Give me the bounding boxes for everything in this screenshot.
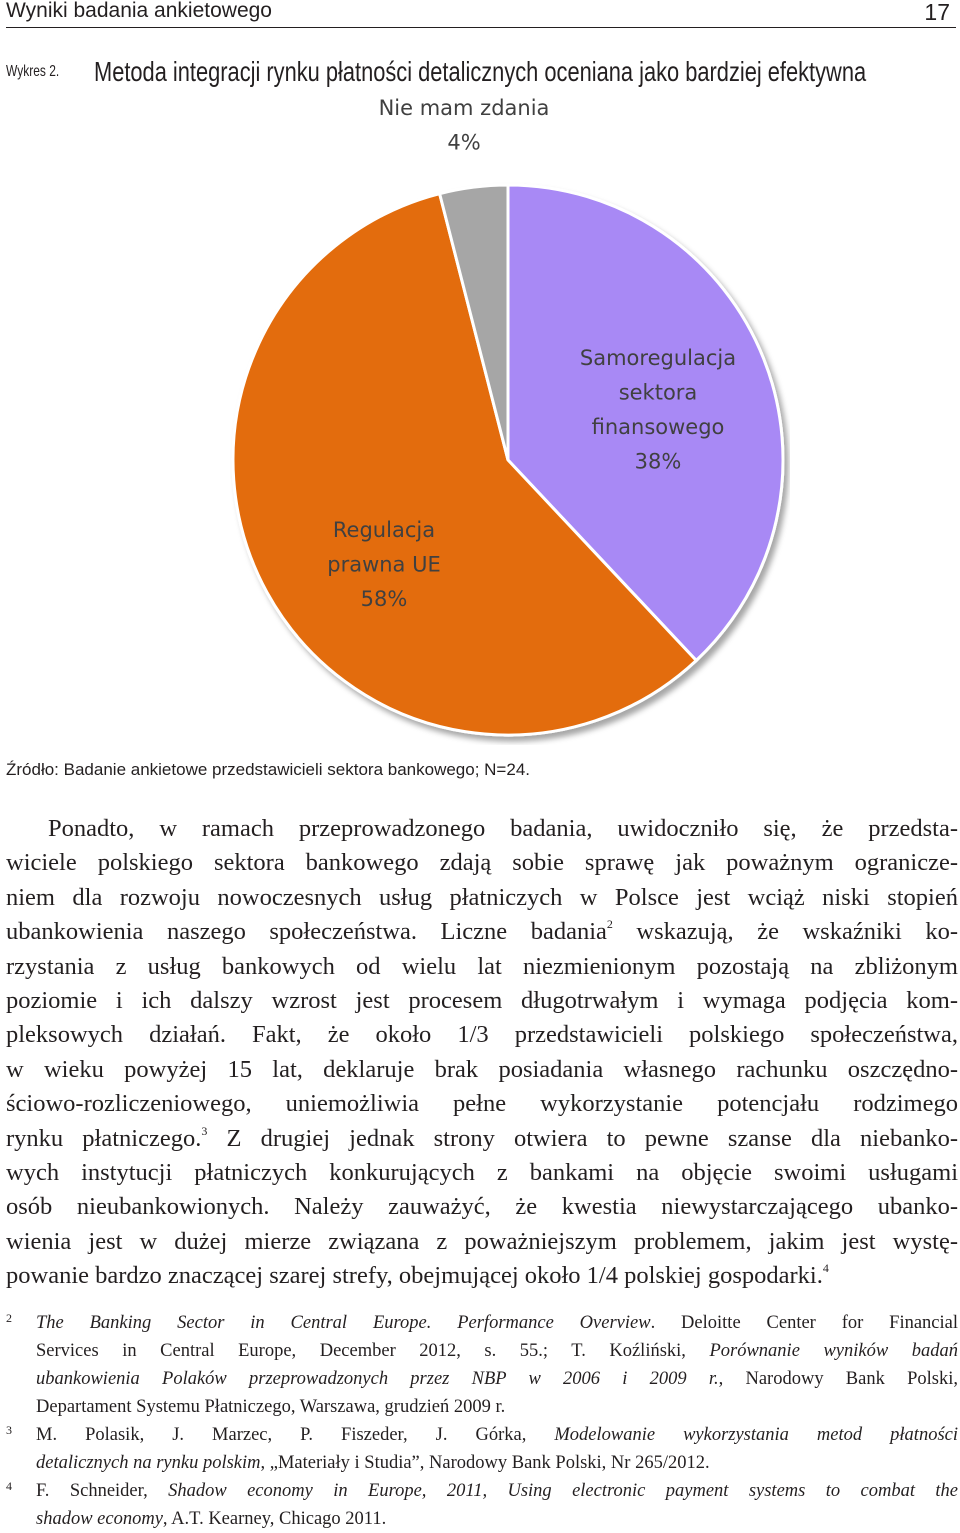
figure-title: Metoda integracji rynku płatności detalicznych oceniana jako bardziej efektywna xyxy=(94,56,867,87)
footnote-reference[interactable]: 3 xyxy=(201,1123,208,1138)
footnote-line: shadow economy, A.T. Kearney, Chicago 2011. xyxy=(36,1509,387,1529)
body-line: osób nieubankowionych. Należy zauważyć, że kwestia niewystarczającego ubanko- xyxy=(6,1193,958,1221)
footnote xyxy=(6,1421,958,1477)
body-line: pleksowych działań. Fakt, że około 1/3 przedstawicieli polskiego społeczeństwa, xyxy=(6,1021,958,1049)
body-paragraph xyxy=(6,812,958,1293)
slice-label-nie-mam-zdania: Nie mam zdania 4% xyxy=(378,96,550,155)
body-line: poziomie i ich dalszy wzrost jest procesem długotrwałym i wymaga podjęcia kom- xyxy=(6,986,958,1014)
body-line: rzystania z usług bankowych od wielu lat niezmienionym pozostają na zbliżonym xyxy=(6,952,958,980)
body-line: ubankowienia naszego społeczeństwa. Liczne badania$^2$ wskazują, że wskaźniki ko- xyxy=(6,917,958,946)
figure-source: Źródło: Badanie ankietowe przedstawicieli sektora bankowego; N=24. xyxy=(6,760,530,779)
body-line: rynku płatniczego.$^3$ Z drugiej jednak strony otwiera to pewne szanse dla niebanko- xyxy=(6,1123,959,1152)
body-line: Ponadto, w ramach przeprowadzonego badania, uwidoczniło się, że przedsta- xyxy=(48,815,958,842)
footnote-line: ubankowienia Polaków przeprowadzonych przez NBP w 2006 i 2009 r., Narodowy Bank Polski, xyxy=(36,1369,958,1389)
footnote-reference[interactable]: 4 xyxy=(822,1261,829,1276)
body-line: wych instytucji płatniczych konkurujących z bankami na objęcie swoimi usługami xyxy=(6,1158,958,1186)
footnote-number: 3 xyxy=(6,1423,12,1437)
section-title: Wyniki badania ankietowego xyxy=(6,0,272,22)
body-line: wienia jest w dużej mierze związana z poważniejszym problemem, jakim jest wystę- xyxy=(6,1227,958,1255)
footnote-line: The Banking Sector in Central Europe. Performance Overview. Deloitte Center for Financial xyxy=(36,1313,958,1333)
footnote-line: M. Polasik, J. Marzec, P. Fiszeder, J. Górka, Modelowanie wykorzystania metod płatności xyxy=(36,1425,958,1445)
page-number: 17 xyxy=(924,0,950,25)
figure-label: Wykres 2. xyxy=(6,63,60,80)
footnote-reference[interactable]: 2 xyxy=(606,917,613,932)
body-line: wiciele polskiego sektora bankowego zdają sobie sprawę jak poważnym ogranicze- xyxy=(6,849,958,877)
slice-label-samoregulacja: Samoregulacja sektora finansowego 38% xyxy=(579,346,737,474)
footnote-line: detalicznych na rynku polskim, „Materiały i Studia”, Narodowy Bank Polski, Nr 265/2012. xyxy=(36,1453,710,1473)
body-line: niem dla rozwoju nowoczesnych usług płatniczych w Polsce jest wciąż niski stopień xyxy=(6,883,958,911)
footnote xyxy=(6,1309,958,1421)
slice-label-regulacja-ue: Regulacja prawna UE 58% xyxy=(327,518,441,611)
footnote-line: F. Schneider, Shadow economy in Europe, 2011, Using electronic payment systems to combat the xyxy=(36,1481,958,1501)
pie-chart xyxy=(230,95,790,745)
running-header xyxy=(6,0,956,28)
pie-slices xyxy=(233,185,783,735)
body-line: ściowo-rozliczeniowego, uniemożliwia pełne wykorzystanie potencjału rodzimego xyxy=(6,1090,958,1118)
footnote-number: 4 xyxy=(6,1479,12,1493)
body-line: powanie bardzo znaczącej szarej strefy, obejmującej około 1/4 polskiej gospodarki.$^4$ xyxy=(6,1261,829,1290)
body-line: w wieku powyżej 15 lat, deklaruje brak posiadania własnego rachunku oszczędno- xyxy=(6,1055,958,1083)
footnote-number: 2 xyxy=(6,1311,12,1325)
footnotes xyxy=(6,1309,958,1533)
footnote-line: Departament Systemu Płatniczego, Warszawa, grudzień 2009 r. xyxy=(36,1397,506,1417)
footnote xyxy=(6,1477,958,1533)
footnote-line: Services in Central Europe, December 2012, s. 55.; T. Koźliński, Porównanie wyników badań xyxy=(36,1341,958,1361)
